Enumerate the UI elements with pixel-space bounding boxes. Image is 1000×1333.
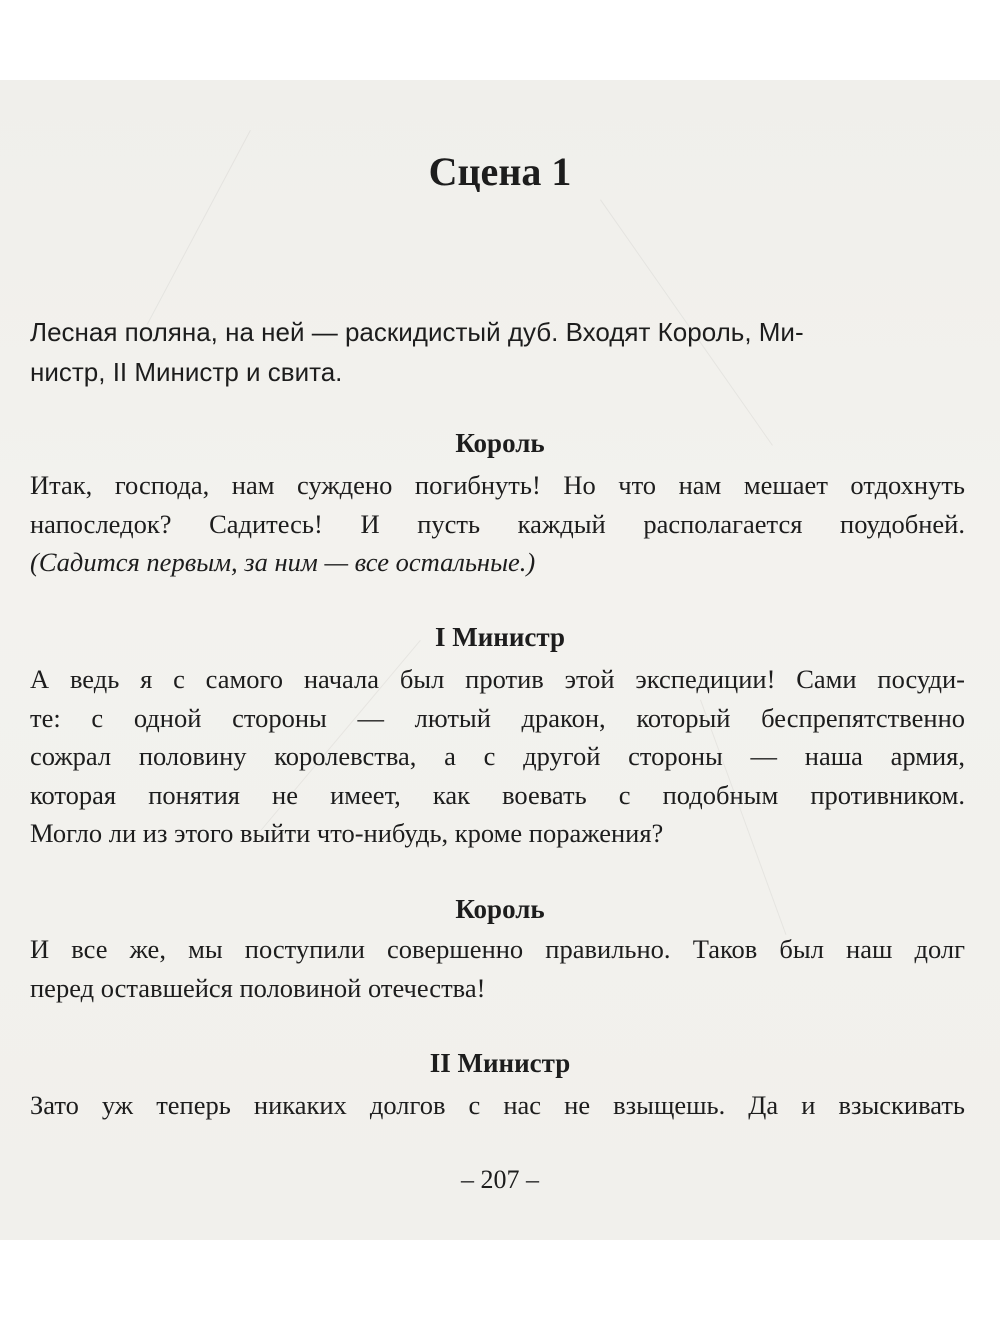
speech-line: Зато уж теперь никаких долгов с нас не взыщешь. Да и взыскивать: [30, 1090, 965, 1120]
speech-line: сожрал половину королевства, а с другой стороны — наша армия,: [30, 741, 965, 771]
stage-direction-line: Лесная поляна, на ней — раскидистый дуб. Входят Король, Ми-: [30, 317, 804, 347]
page-number: – 207 –: [461, 1165, 539, 1194]
speech-block: [30, 660, 965, 853]
stage-direction-line: нистр, II Министр и свита.: [30, 357, 343, 387]
stage-remark: (Садится первым, за ним — все остальные.): [30, 547, 536, 577]
speech-line: перед оставшейся половиной отечества!: [30, 972, 486, 1003]
speech-line: Итак, господа, нам суждено погибнуть! Но что нам мешает отдохнуть: [30, 470, 965, 500]
speech-block: [30, 930, 965, 1007]
speech-line-italic: [30, 543, 965, 582]
scene-title: Сцена 1: [428, 149, 572, 194]
speech-block: [30, 1086, 965, 1125]
stage-direction: [30, 312, 960, 392]
speaker-name: Король: [455, 428, 545, 458]
speech-line: А ведь я с самого начала был против этой экспедиции! Сами посуди-: [30, 664, 965, 694]
speaker-name: II Министр: [429, 1048, 571, 1078]
speech-line: Могло ли из этого выйти что-нибудь, кроме поражения?: [30, 818, 664, 848]
speech-block: [30, 466, 965, 582]
speech-line: которая понятия не имеет, как воевать с подобным противником.: [30, 779, 965, 810]
speaker-name: I Министр: [434, 622, 565, 652]
speech-line: напоследок? Садитесь! И пусть каждый располагается поудобней.: [30, 508, 965, 539]
speech-line: И все же, мы поступили совершенно правильно. Таков был наш долг: [30, 934, 965, 964]
speaker-name: Король: [455, 894, 545, 924]
speech-line: те: с одной стороны — лютый дракон, который беспрепятственно: [30, 702, 965, 733]
